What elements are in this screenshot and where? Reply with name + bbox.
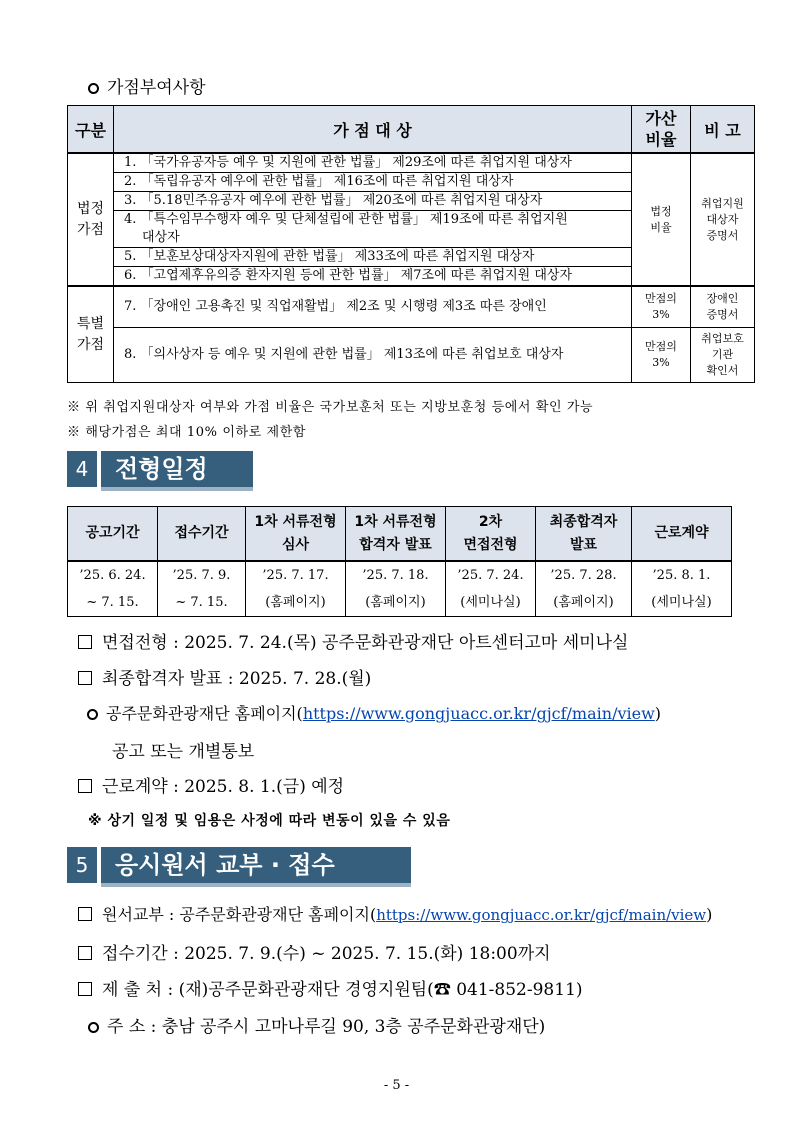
square-bullet-icon [78, 907, 92, 921]
schedule-detail: (세미나실) [446, 589, 536, 617]
notice-line: 공고 또는 개별통보 [112, 742, 255, 762]
schedule-detail: ~ 7. 15. [158, 589, 246, 617]
schedule-header: 1차 서류전형 심사 [246, 507, 346, 562]
special-category: 특별 가점 [68, 286, 114, 383]
header-category: 구분 [68, 106, 114, 154]
schedule-detail: (홈페이지) [246, 589, 346, 617]
legal-item: 5. 「보훈보상대상자지원에 관한 법률」 제33조에 따른 취업지원 대상자 [114, 248, 632, 267]
legal-item: 6. 「고엽제후유의증 환자지원 등에 관한 법률」 제7조에 따른 취업지원 대상자 [114, 267, 632, 287]
schedule-date: ’25. 7. 18. [346, 561, 446, 589]
header-ratio: 가산 비율 [632, 106, 691, 154]
special-note: 장애인 증명서 [691, 286, 755, 328]
legal-item: 3. 「5.18민주유공자 예우에 관한 법률」 제20조에 따른 취업지원 대상자 [114, 192, 632, 211]
legal-item: 2. 「독립유공자 예우에 관한 법률」 제16조에 따른 취업지원 대상자 [114, 173, 632, 192]
legal-ratio: 법정 비율 [632, 153, 691, 286]
address-line: 주 소 : 충남 공주시 고마나루길 90, 3층 공주문화관광재단) [88, 1012, 545, 1037]
square-bullet-icon [78, 946, 92, 960]
square-bullet-icon [78, 982, 92, 996]
schedule-header: 1차 서류전형 합격자 발표 [346, 507, 446, 562]
special-ratio: 만점의 3% [632, 328, 691, 383]
circle-bullet-icon [88, 83, 99, 94]
schedule-date: ’25. 7. 24. [446, 561, 536, 589]
square-bullet-icon [78, 635, 92, 649]
section-title-shadow [101, 883, 411, 887]
distribution-link[interactable]: https://www.gongjuacc.or.kr/gjcf/main/view [376, 906, 707, 924]
submit-line: 제 출 처 : (재)공주문화관광재단 경영지원팀(☎ 041-852-9811) [78, 975, 583, 1000]
section-5-header [67, 847, 417, 883]
contract-line: 근로계약 : 2025. 8. 1.(금) 예정 [78, 772, 344, 797]
note-line: ※ 해당가점은 최대 10% 이하로 제한함 [67, 425, 307, 440]
square-bullet-icon [78, 779, 92, 793]
section-number: 5 [67, 847, 97, 883]
schedule-detail: (세미나실) [632, 589, 732, 617]
special-item: 8. 「의사상자 등 예우 및 지원에 관한 법률」 제13조에 따른 취업보호 대상자 [114, 328, 632, 383]
schedule-date: ’25. 6. 24. [68, 561, 158, 589]
section-title: 전형일정 [101, 451, 253, 487]
legal-item: 1. 「국가유공자등 예우 및 지원에 관한 법률」 제29조에 따른 취업지원 대상자 [114, 153, 632, 173]
header-target: 가 점 대 상 [114, 106, 632, 154]
special-item: 7. 「장애인 고용촉진 및 직업재활법」 제2조 및 시행령 제3조 따른 장애인 [114, 286, 632, 328]
schedule-detail: (홈페이지) [536, 589, 632, 617]
special-note: 취업보호 기관 확인서 [691, 328, 755, 383]
final-line: 최종합격자 발표 : 2025. 7. 28.(월) [78, 664, 371, 689]
bonus-heading: 가점부여사항 [88, 73, 206, 98]
schedule-date: ’25. 8. 1. [632, 561, 732, 589]
schedule-header: 2차 면접전형 [446, 507, 536, 562]
section-4-header [67, 451, 257, 487]
schedule-detail: (홈페이지) [346, 589, 446, 617]
section-title-shadow [101, 487, 253, 491]
phone-icon: ☎ [433, 980, 451, 1000]
header-note: 비 고 [691, 106, 755, 154]
schedule-warning: ※ 상기 일정 및 임용은 사정에 따라 변동이 있을 수 있음 [88, 813, 451, 829]
homepage-link[interactable]: https://www.gongjuacc.or.kr/gjcf/main/view [302, 704, 655, 723]
schedule-header: 근로계약 [632, 507, 732, 562]
schedule-detail: ~ 7. 15. [68, 589, 158, 617]
section-number: 4 [67, 451, 97, 487]
schedule-header: 최종합격자 발표 [536, 507, 632, 562]
section-title: 응시원서 교부 · 접수 [101, 847, 411, 883]
circle-bullet-icon [87, 709, 98, 720]
interview-line: 면접전형 : 2025. 7. 24.(목) 공주문화관광재단 아트센터고마 세미나실 [78, 628, 628, 653]
legal-item: 4. 「특수임무수행자 예우 및 단체설립에 관한 법률」 제19조에 따른 취업지원 [114, 211, 632, 230]
special-ratio: 만점의 3% [632, 286, 691, 328]
page-number: - 5 - [383, 1078, 410, 1093]
schedule-header: 공고기간 [68, 507, 158, 562]
legal-note: 취업지원 대상자 증명서 [691, 153, 755, 286]
distribution-line: 원서교부 : 공주문화관광재단 홈페이지(https://www.gongjuacc.or.kr/gjcf/main/view) [78, 902, 712, 925]
period-line: 접수기간 : 2025. 7. 9.(수) ~ 2025. 7. 15.(화) 18:00까지 [78, 939, 551, 964]
schedule-header: 접수기간 [158, 507, 246, 562]
note-line: ※ 위 취업지원대상자 여부와 가점 비율은 국가보훈처 또는 지방보훈청 등에서 확인 가능 [67, 400, 594, 415]
schedule-date: ’25. 7. 17. [246, 561, 346, 589]
legal-item-continued: 대상자 [114, 229, 632, 248]
schedule-table [67, 506, 732, 617]
homepage-line: 공주문화관광재단 홈페이지(https://www.gongjuacc.or.kr/gjcf/main/view) [87, 701, 661, 724]
circle-bullet-icon [88, 1022, 99, 1033]
schedule-date: ’25. 7. 28. [536, 561, 632, 589]
schedule-date: ’25. 7. 9. [158, 561, 246, 589]
bonus-table [67, 105, 755, 383]
square-bullet-icon [78, 671, 92, 685]
legal-category: 법정 가점 [68, 153, 114, 286]
